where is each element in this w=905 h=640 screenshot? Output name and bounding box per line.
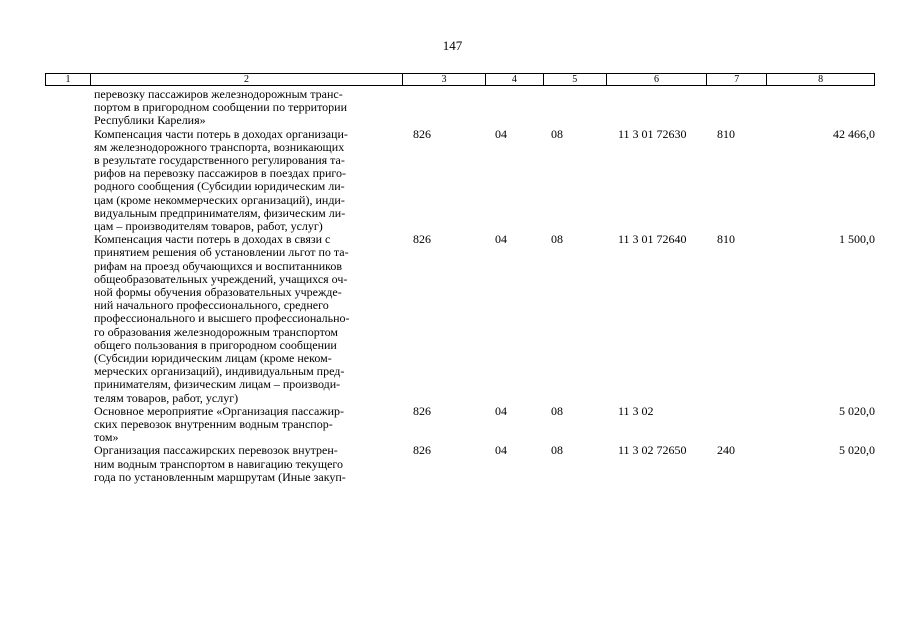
row-target-article: 11 3 02 72650 (618, 443, 687, 458)
row-target-article: 11 3 02 (618, 403, 654, 418)
row-col-1 (45, 128, 94, 234)
description-line: Основное мероприятие «Организация пассажир- (94, 403, 345, 418)
description-line: мерческих организаций), индивидуальным пред- (94, 364, 345, 379)
description-line: ских перевозок внутренним водным транспор- (94, 417, 333, 432)
description-line: Компенсация части потерь в доходах организаци- (94, 126, 348, 141)
description-line: рифов на перевозку пассажиров в поездах приго- (94, 166, 347, 181)
row-expense-type (715, 88, 773, 128)
description-line: Республики Карелия» (94, 113, 206, 128)
description-line: перевозку пассажиров железнодорожным транс- (94, 87, 343, 101)
row-expense-type: 240 (717, 443, 735, 458)
description-line: телям товаров, работ, услуг) (94, 390, 239, 405)
description-line: го образования железнодорожным транспортом (94, 324, 339, 339)
table-row (45, 88, 875, 128)
description-line: ной формы обучения образовательных учрежде- (94, 285, 342, 300)
description-line: в результате государственного регулирования та- (94, 153, 345, 168)
row-description (94, 405, 409, 445)
row-description (94, 128, 409, 234)
row-section-code: 04 (495, 126, 507, 141)
description-line: ям железнодорожного транспорта, возникающих (94, 139, 345, 154)
description-line: общего пользования в пригородном сообщении (94, 337, 337, 352)
row-amount (773, 88, 875, 128)
row-col-1 (45, 444, 94, 484)
row-description (94, 444, 409, 484)
header-col-5: 5 (544, 74, 607, 85)
description-line: ний начального профессионального, среднего (94, 298, 329, 313)
table-row (45, 444, 875, 484)
description-line: портом в пригородном сообщении по территории (94, 100, 348, 115)
row-description (94, 88, 409, 128)
description-line: видуальным предпринимателям, физическим ли- (94, 205, 346, 220)
row-subsection-code: 08 (551, 126, 563, 141)
row-ministry-code: 826 (413, 126, 431, 141)
description-line: том» (94, 430, 119, 445)
row-ministry-code: 826 (413, 232, 431, 247)
description-line: рифам на проезд обучающихся и воспитанников (94, 258, 343, 273)
description-line: цам – производителям товаров, работ, услуг) (94, 219, 323, 234)
page-number: 147 (442, 38, 463, 53)
row-amount: 5 020,0 (839, 403, 875, 418)
table-body (45, 88, 875, 484)
header-col-8: 8 (818, 74, 824, 85)
header-col-4: 4 (486, 74, 544, 85)
table-row (45, 128, 875, 234)
description-line: цам (кроме некоммерческих организаций), инди- (94, 192, 345, 207)
row-target-article (614, 88, 715, 128)
row-section-code: 04 (495, 403, 507, 418)
table-row (45, 405, 875, 445)
header-col-6: 6 (607, 74, 708, 85)
row-target-article: 11 3 01 72630 (618, 126, 687, 141)
row-section-code (493, 88, 551, 128)
description-line: общеобразовательных учреждений, учащихся оч- (94, 271, 348, 286)
description-line: родного сообщения (Субсидии юридическим ли- (94, 179, 345, 194)
row-subsection-code (551, 88, 614, 128)
row-target-article: 11 3 01 72640 (618, 232, 687, 247)
row-col-1 (45, 88, 94, 128)
header-col-1: 1 (46, 74, 91, 85)
header-col-3: 3 (403, 74, 486, 85)
row-expense-type (715, 405, 773, 445)
row-col-1 (45, 233, 94, 405)
header-col-2: 2 (91, 74, 403, 85)
row-expense-type: 810 (717, 232, 735, 247)
row-amount: 42 466,0 (833, 126, 875, 141)
description-line: профессионального и высшего профессионально- (94, 311, 350, 326)
row-amount: 1 500,0 (839, 232, 875, 247)
description-line: Организация пассажирских перевозок внутрен- (94, 443, 338, 458)
row-section-code: 04 (495, 232, 507, 247)
header-col-7: 7 (707, 74, 767, 85)
row-subsection-code: 08 (551, 403, 563, 418)
row-section-code: 04 (495, 443, 507, 458)
row-ministry-code (409, 88, 493, 128)
description-line: (Субсидии юридическим лицам (кроме неком- (94, 351, 332, 366)
row-col-1 (45, 405, 94, 445)
table-row (45, 233, 875, 405)
row-ministry-code: 826 (413, 443, 431, 458)
row-expense-type: 810 (717, 126, 735, 141)
row-ministry-code: 826 (413, 403, 431, 418)
row-description (94, 233, 409, 405)
description-line: ним водным транспортом в навигацию текущего (94, 456, 344, 471)
description-line: года по установленным маршрутам (Иные закуп- (94, 469, 346, 484)
description-line: принимателям, физическим лицам – производи- (94, 377, 341, 392)
row-subsection-code: 08 (551, 443, 563, 458)
row-subsection-code: 08 (551, 232, 563, 247)
row-amount: 5 020,0 (839, 443, 875, 458)
table-header (45, 73, 875, 86)
description-line: принятием решения об установлении льгот по та- (94, 245, 349, 260)
description-line: Компенсация части потерь в доходах в связи с (94, 232, 331, 247)
